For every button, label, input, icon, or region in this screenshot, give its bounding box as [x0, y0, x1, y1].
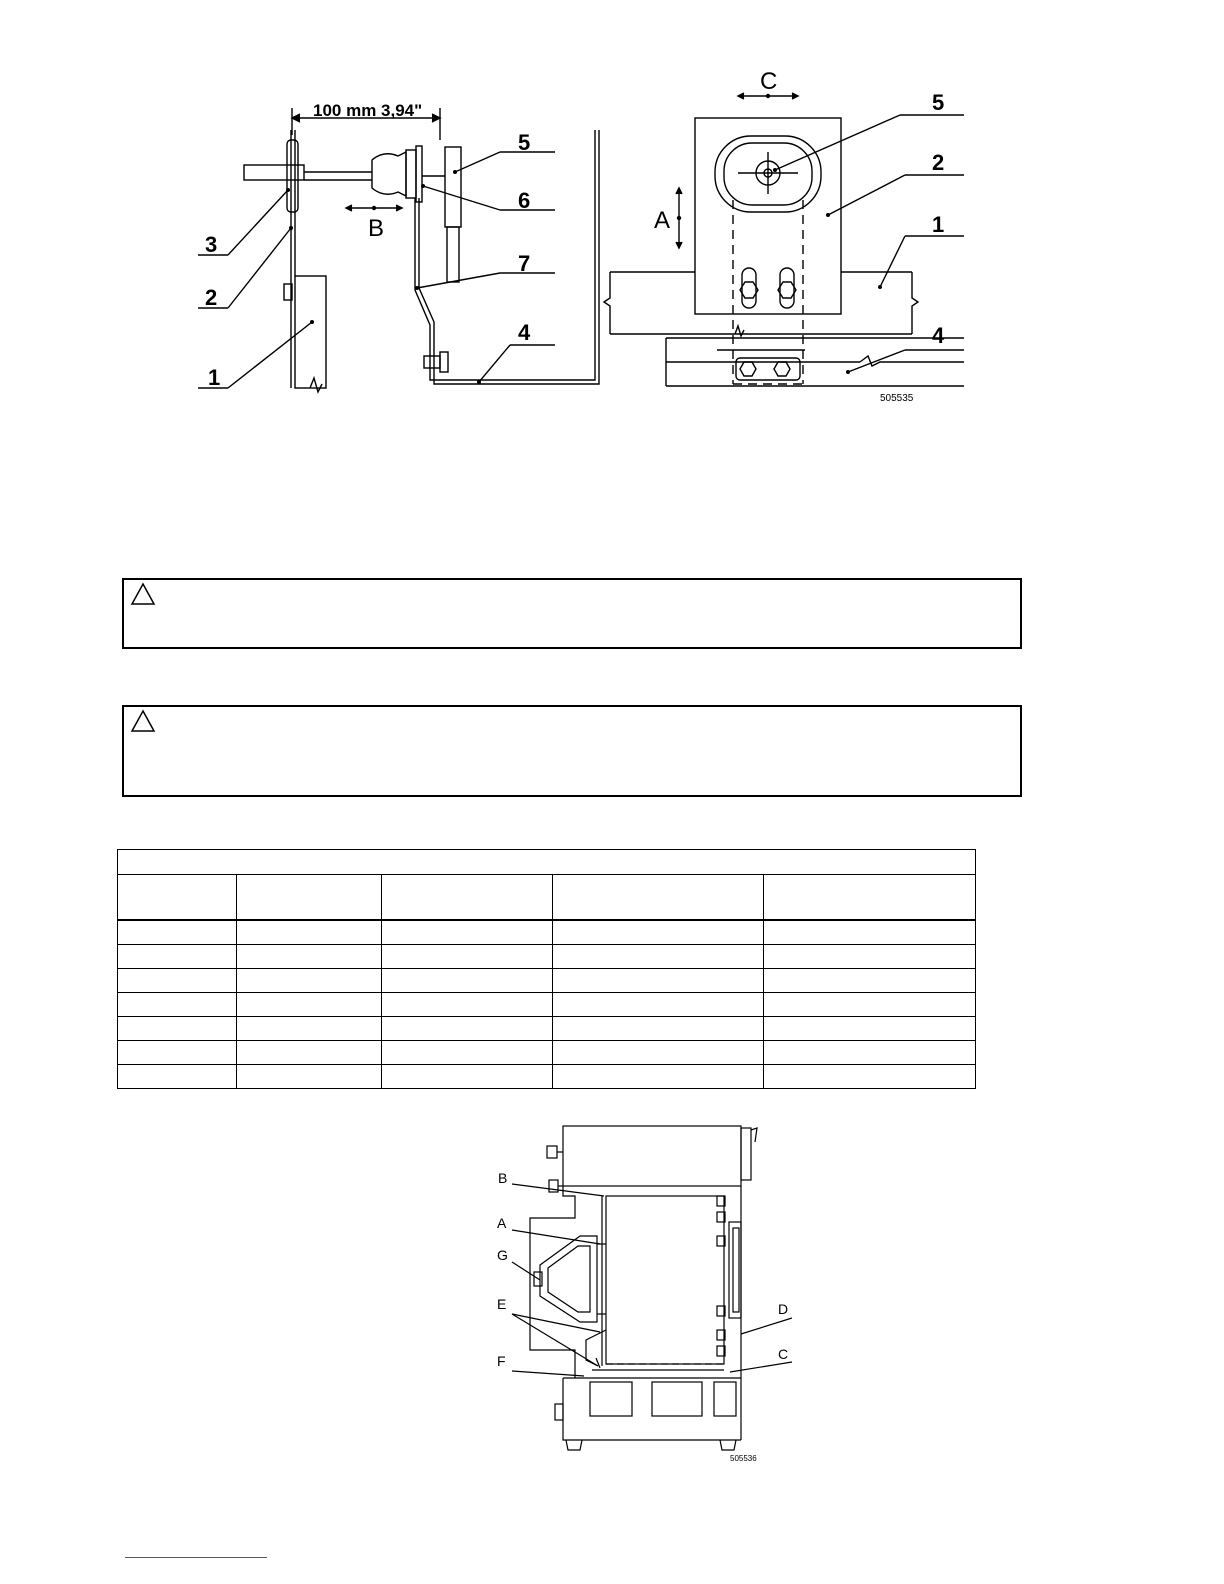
table-cell [236, 1017, 381, 1041]
table-cell [236, 920, 381, 945]
callout-5-front: 5 [932, 90, 945, 115]
table-cell [118, 1017, 237, 1041]
warning-triangle-icon [130, 709, 156, 733]
table-cell [764, 993, 976, 1017]
letter-a: A [654, 207, 671, 234]
figure-code-top: 505535 [880, 393, 914, 404]
table-cell [553, 1041, 764, 1065]
table-cell [764, 969, 976, 993]
callout-2-side: 2 [205, 285, 218, 310]
table-cell [118, 1065, 237, 1089]
table-row [118, 993, 976, 1017]
table-cell [236, 1041, 381, 1065]
table-cell [553, 993, 764, 1017]
warning-box-1 [122, 578, 1022, 649]
table-cell [236, 993, 381, 1017]
table-cell [553, 969, 764, 993]
table-cell [236, 1065, 381, 1089]
callout-7-side: 7 [518, 251, 531, 276]
table-cell [381, 1017, 553, 1041]
callout-4-front: 4 [932, 323, 945, 348]
machine-outline [512, 1126, 792, 1450]
table-header-cell [553, 875, 764, 921]
side-view [198, 108, 599, 392]
table-cell [236, 945, 381, 969]
label-e: E [497, 1296, 507, 1312]
label-f: F [497, 1353, 506, 1369]
letter-c: C [760, 68, 778, 95]
table-cell [118, 969, 237, 993]
table-cell [764, 1017, 976, 1041]
table-cell [764, 1065, 976, 1089]
label-a: A [497, 1215, 507, 1231]
label-b: B [498, 1170, 508, 1186]
callout-1-side: 1 [208, 365, 221, 390]
label-c: C [778, 1346, 789, 1362]
table-header-cell [118, 875, 237, 921]
table-row [118, 1017, 976, 1041]
table-cell [381, 920, 553, 945]
table-cell [381, 993, 553, 1017]
figure-machine-side-section [0, 1110, 1224, 1470]
callout-6-side: 6 [518, 188, 531, 213]
table-title-cell [118, 850, 976, 875]
label-g: G [497, 1247, 508, 1263]
dimension-label: 100 mm 3,94" [313, 101, 423, 120]
footer-link-underline[interactable] [125, 1557, 267, 1558]
figure-code-bottom: 505536 [730, 1454, 757, 1463]
table-cell [764, 945, 976, 969]
table-header-cell [764, 875, 976, 921]
table-header-row [118, 875, 976, 921]
callout-5-side: 5 [518, 130, 531, 155]
front-view [604, 93, 964, 386]
letter-b: B [368, 215, 385, 242]
table-cell [553, 945, 764, 969]
table-cell [118, 945, 237, 969]
table-cell [381, 945, 553, 969]
table-header-cell [381, 875, 553, 921]
table-header-cell [236, 875, 381, 921]
table-title-row [118, 850, 976, 875]
table-cell [118, 993, 237, 1017]
table-cell [118, 1041, 237, 1065]
table-cell [553, 1065, 764, 1089]
callout-3-side: 3 [205, 232, 218, 257]
label-d: D [778, 1301, 789, 1317]
table-cell [381, 969, 553, 993]
table-cell [553, 1017, 764, 1041]
figure-door-switch-adjustment [0, 0, 1224, 440]
table-cell [764, 1041, 976, 1065]
callout-1-front: 1 [932, 212, 945, 237]
table-row [118, 1041, 976, 1065]
table-cell [764, 920, 976, 945]
table-row [118, 969, 976, 993]
specification-table [117, 849, 976, 1089]
table-row [118, 920, 976, 945]
table-cell [236, 969, 381, 993]
table-cell [381, 1041, 553, 1065]
warning-triangle-icon [130, 582, 156, 606]
warning-box-2 [122, 705, 1022, 797]
table-row [118, 945, 976, 969]
table-cell [553, 920, 764, 945]
table-cell [381, 1065, 553, 1089]
table-cell [118, 920, 237, 945]
callout-2-front: 2 [932, 150, 945, 175]
table-row [118, 1065, 976, 1089]
callout-4-side: 4 [518, 320, 531, 345]
